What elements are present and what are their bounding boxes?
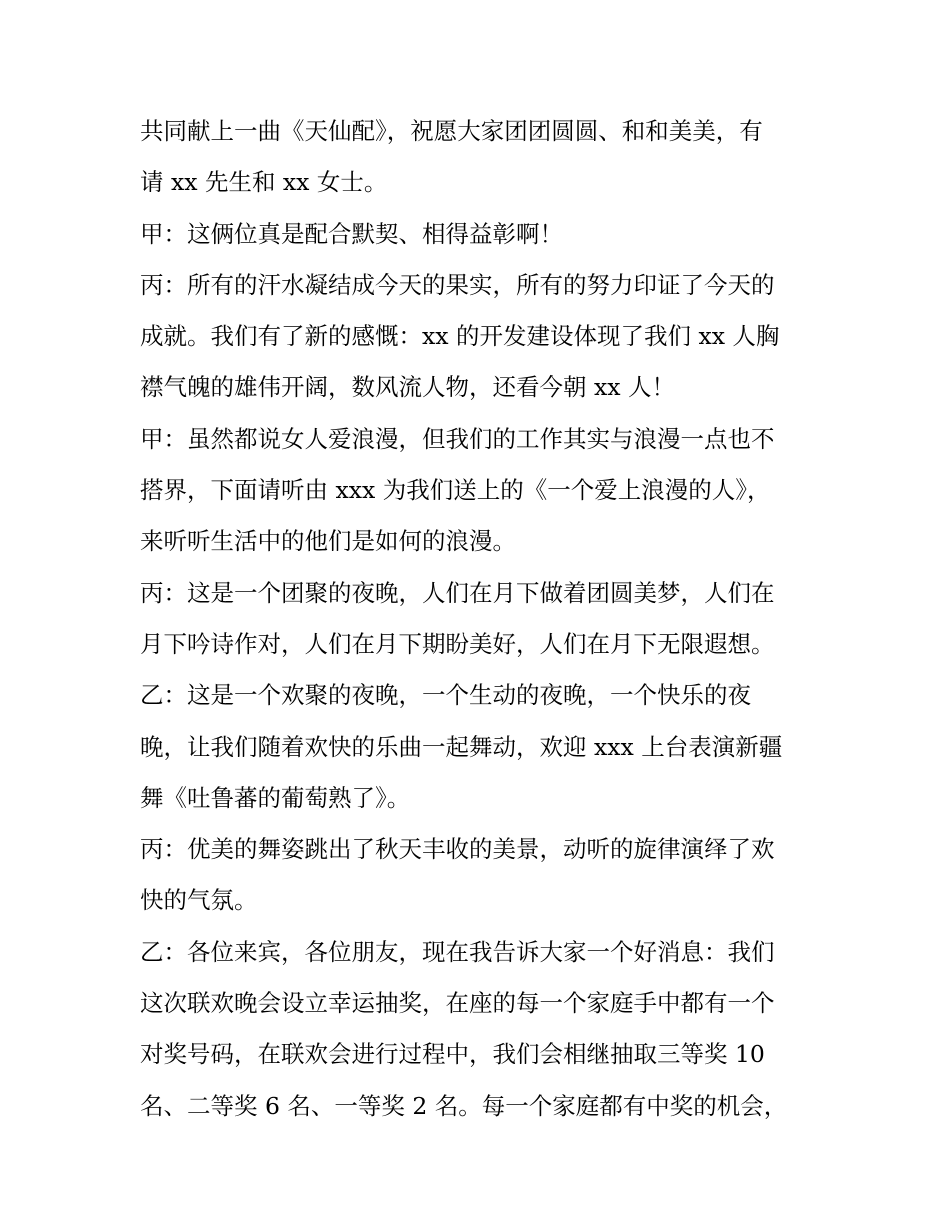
text-line: 舞《吐鲁蕃的葡萄熟了》。 — [140, 783, 411, 812]
text-line: 共同献上一曲《天仙配》，祝愿大家团团圆圆、和和美美，有 — [140, 117, 763, 145]
text-line: 甲：这俩位真是配合默契、相得益彰啊！ — [140, 219, 563, 248]
text-line: 对奖号码，在联欢会进行过程中，我们会相继抽取三等奖 10 — [140, 1040, 765, 1069]
document-body — [140, 106, 820, 1132]
text-line: 丙：优美的舞姿跳出了秋天丰收的美景，动听的旋律演绎了欢 — [140, 835, 775, 864]
text-line: 丙：所有的汗水凝结成今天的果实，所有的努力印证了今天的 — [140, 270, 775, 299]
text-line: 月下吟诗作对，人们在月下期盼美好，人们在月下无限遐想。 — [140, 629, 775, 658]
text-line: 搭界，下面请听由 xxx 为我们送上的《一个爱上浪漫的人》， — [140, 476, 771, 505]
text-line: 晚，让我们随着欢快的乐曲一起舞动，欢迎 xxx 上台表演新疆 — [140, 732, 783, 761]
text-line: 丙：这是一个团聚的夜晚，人们在月下做着团圆美梦，人们在 — [140, 578, 775, 607]
text-line: 这次联欢晚会设立幸运抽奖，在座的每一个家庭手中都有一个 — [140, 989, 775, 1018]
text-line: 甲：虽然都说女人爱浪漫，但我们的工作其实与浪漫一点也不 — [140, 424, 775, 453]
text-line: 乙：这是一个欢聚的夜晚，一个生动的夜晚，一个快乐的夜 — [140, 681, 751, 710]
text-line: 来听听生活中的他们是如何的浪漫。 — [140, 527, 516, 556]
text-line: 名、二等奖 6 名、一等奖 2 名。每一个家庭都有中奖的机会， — [140, 1091, 788, 1120]
text-line: 乙：各位来宾，各位朋友，现在我告诉大家一个好消息：我们 — [140, 937, 775, 966]
text-line: 请 xx 先生和 xx 女士。 — [140, 168, 388, 197]
text-line: 成就。我们有了新的感慨：xx 的开发建设体现了我们 xx 人胸 — [140, 322, 780, 351]
text-line: 快的气氛。 — [140, 886, 258, 915]
text-line: 襟气魄的雄伟开阔，数风流人物，还看今朝 xx 人！ — [140, 373, 675, 402]
